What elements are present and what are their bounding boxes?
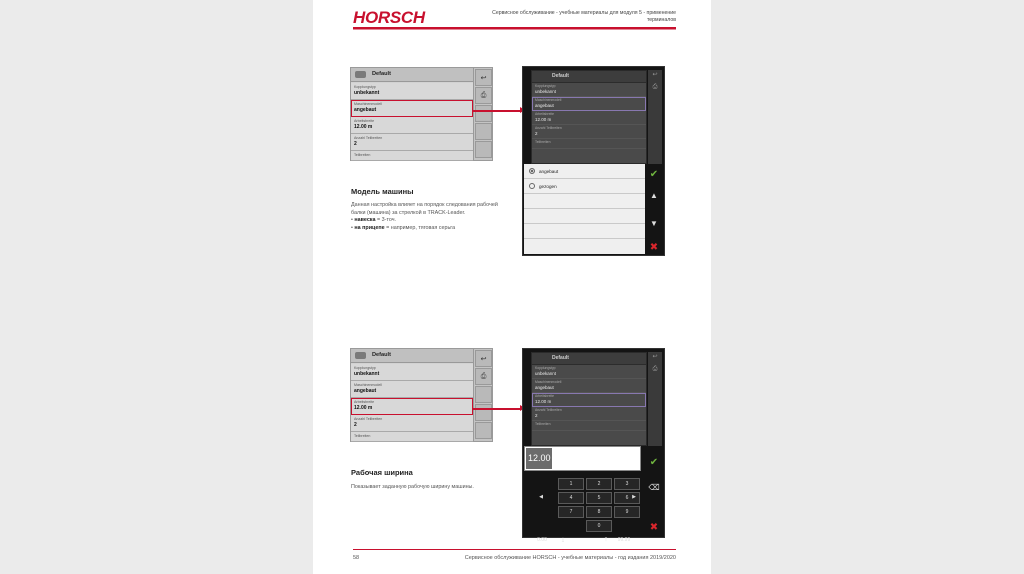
horsch-logo: HORSCH xyxy=(353,8,425,27)
setting-row-machine-model[interactable]: Maschinenmodell angebaut xyxy=(351,381,473,398)
set-min-icon[interactable]: ⤓ xyxy=(561,537,565,543)
empty-softkey[interactable] xyxy=(475,123,492,140)
key-8[interactable]: 8 xyxy=(586,506,612,518)
radio-selected-icon xyxy=(529,168,535,174)
dark-row-coupling[interactable]: Kopplungstyp unbekannt xyxy=(532,83,646,97)
scroll-down-icon[interactable]: ▼ xyxy=(650,218,658,228)
terminal-width-input xyxy=(522,348,665,543)
dark-row-section-count[interactable]: Anzahl Teilbreiten 2 xyxy=(532,125,646,139)
back-icon[interactable]: ↩ xyxy=(475,350,492,367)
tractor-icon xyxy=(355,352,366,359)
section-title-working-width: Рабочая ширина xyxy=(351,468,413,477)
footer-text: Сервисное обслуживание HORSCH - учебные материалы - год издания 2019/2020 xyxy=(464,555,676,561)
cancel-x-icon[interactable]: ✖ xyxy=(649,241,659,253)
footer-divider xyxy=(353,549,676,550)
save-icon[interactable]: ⎙ xyxy=(475,87,492,104)
setting-row-section-count[interactable]: Anzahl Teilbreiten 2 xyxy=(351,134,473,151)
key-1[interactable]: 1 xyxy=(558,478,584,490)
model-options-list xyxy=(524,164,645,254)
list-item xyxy=(524,224,645,239)
key-0[interactable]: 0 xyxy=(586,520,612,532)
back-icon[interactable]: ↩ xyxy=(475,69,492,86)
terminal-model-select xyxy=(522,66,665,256)
backspace-icon[interactable]: ⌫ xyxy=(648,482,660,492)
save-icon[interactable]: ⎙ xyxy=(652,366,658,372)
bullet-trailed: • на прицепе = например, тяговая серьга xyxy=(351,224,456,231)
dark-side-column xyxy=(648,352,662,446)
setting-row-section-count[interactable]: Anzahl Teilbreiten 2 xyxy=(351,415,473,432)
cancel-x-icon[interactable]: ✖ xyxy=(649,521,659,533)
confirm-check-icon[interactable]: ✔ xyxy=(649,168,659,180)
setting-row-sections[interactable]: Teilbreiten xyxy=(351,151,473,161)
dark-row-sections[interactable]: Teilbreiten xyxy=(532,421,646,431)
cursor-left-icon[interactable]: ◀ xyxy=(539,494,543,500)
setting-row-working-width[interactable]: Arbeitsbreite 12.00 m xyxy=(351,117,473,134)
empty-softkey[interactable] xyxy=(475,141,492,158)
back-icon[interactable]: ↩ xyxy=(652,354,658,360)
max-value-label: 99.99 xyxy=(617,537,631,543)
set-max-icon[interactable]: ⤒ xyxy=(604,537,608,543)
key-3[interactable]: 3 xyxy=(614,478,640,490)
screen-titlebar: Default xyxy=(351,349,473,363)
key-6[interactable]: 6 xyxy=(614,492,640,504)
section-title-machine-model: Модель машины xyxy=(351,187,414,196)
dark-row-machine-model[interactable]: Maschinenmodell angebaut xyxy=(532,97,646,111)
dark-row-sections[interactable]: Teilbreiten xyxy=(532,139,646,149)
min-value-label: 0.00 xyxy=(537,537,547,543)
empty-softkey[interactable] xyxy=(475,386,492,403)
header-title: Сервисное обслуживание - учебные материалы для модуля 5 - применение терминалов xyxy=(492,10,676,23)
document-page xyxy=(313,0,711,574)
back-icon[interactable]: ↩ xyxy=(652,72,658,78)
width-value-input[interactable] xyxy=(524,446,641,471)
key-7[interactable]: 7 xyxy=(558,506,584,518)
terminal-settings-list: Default Kopplungstyp unbekannt Maschinenmodell angebaut Arbeitsbreite 12.00 m Anzahl Teilbreiten 2 Teilbreiten xyxy=(531,70,647,164)
save-icon[interactable]: ⎙ xyxy=(475,368,492,385)
key-2[interactable]: 2 xyxy=(586,478,612,490)
list-item xyxy=(524,194,645,209)
section-body-working-width: Показывает заданную рабочую ширину машины. xyxy=(351,484,474,490)
dark-row-coupling[interactable]: Kopplungstyp unbekannt xyxy=(532,365,646,379)
dark-row-section-count[interactable]: Anzahl Teilbreiten 2 xyxy=(532,407,646,421)
option-trailed[interactable]: gezogen xyxy=(524,179,645,194)
empty-softkey[interactable] xyxy=(475,404,492,421)
key-4[interactable]: 4 xyxy=(558,492,584,504)
option-mounted[interactable]: angebaut xyxy=(524,164,645,179)
working-width-screenshot xyxy=(350,348,493,442)
pointer-arrow xyxy=(473,408,521,410)
machine-settings-screenshot xyxy=(350,67,493,161)
setting-row-working-width[interactable]: Arbeitsbreite 12.00 m xyxy=(351,398,473,415)
cursor-right-icon[interactable]: ▶ xyxy=(632,494,636,500)
side-button-column xyxy=(473,349,492,441)
terminal-settings-list: Default Kopplungstyp unbekannt Maschinenmodell angebaut Arbeitsbreite 12.00 m Anzahl Teilbreiten 2 Teilbreiten xyxy=(531,352,647,446)
pointer-arrow xyxy=(473,110,521,112)
screen-titlebar xyxy=(351,68,473,82)
side-button-column xyxy=(473,68,492,160)
dark-side-column xyxy=(648,70,662,164)
dark-row-working-width[interactable]: Arbeitsbreite 12.00 m xyxy=(532,393,646,407)
setting-row-machine-model[interactable]: Maschinenmodell angebaut xyxy=(351,100,473,117)
radio-empty-icon xyxy=(529,183,535,189)
page-number: 58 xyxy=(353,555,360,561)
dark-row-machine-model[interactable]: Maschinenmodell angebaut xyxy=(532,379,646,393)
list-item xyxy=(524,209,645,224)
scroll-up-icon[interactable]: ▲ xyxy=(650,190,658,200)
setting-row-coupling[interactable]: Kopplungstyp unbekannt xyxy=(351,83,473,100)
confirm-check-icon[interactable]: ✔ xyxy=(649,456,659,468)
empty-softkey[interactable] xyxy=(475,105,492,122)
dark-row-working-width[interactable]: Arbeitsbreite 12.00 m xyxy=(532,111,646,125)
input-value-highlight: 12.00 xyxy=(526,448,552,469)
key-9[interactable]: 9 xyxy=(614,506,640,518)
bullet-mounted: • навеска = 3-точ. xyxy=(351,217,397,224)
empty-softkey[interactable] xyxy=(475,422,492,439)
setting-row-sections[interactable]: Teilbreiten xyxy=(351,432,473,442)
header-divider-thin xyxy=(353,29,676,30)
setting-row-coupling[interactable]: Kopplungstyp unbekannt xyxy=(351,364,473,381)
save-icon[interactable]: ⎙ xyxy=(652,84,658,90)
section-body-machine-model: Данная настройка влияет на порядок следования рабочей балки (машина) за стрелкой в TRACK-Leader. • навеска = 3-точ. • на прицепе = например, тяговая серьга xyxy=(351,202,501,232)
screen-title: Default xyxy=(372,71,391,77)
key-5[interactable]: 5 xyxy=(586,492,612,504)
tractor-icon xyxy=(355,71,366,78)
